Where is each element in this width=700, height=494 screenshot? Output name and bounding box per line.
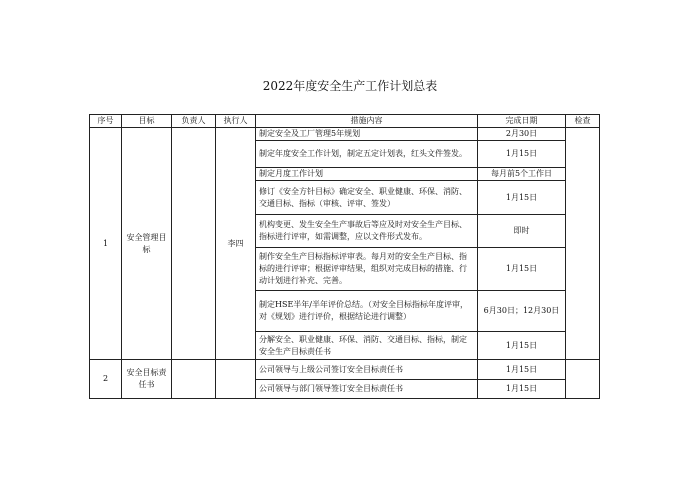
measure-cell: 公司领导与上级公司签订安全目标责任书 <box>256 360 478 380</box>
measure-cell: 分解安全、职业健康、环保、消防、交通目标、指标，制定安全生产目标责任书 <box>256 332 478 360</box>
measure-cell: 制定年度安全工作计划，制定五定计划表，红头文件签发。 <box>256 141 478 168</box>
date-cell: 2月30日 <box>478 128 566 141</box>
document-title: 2022年度安全生产工作计划总表 <box>262 79 438 93</box>
seq-cell: 2 <box>90 360 122 399</box>
header-measures: 措施内容 <box>256 115 478 128</box>
check-cell <box>566 128 600 360</box>
seq-cell: 1 <box>90 128 122 360</box>
executor-cell: 李四 <box>216 128 256 360</box>
date-cell: 每月前5个工作日 <box>478 168 566 181</box>
date-cell: 即时 <box>478 215 566 248</box>
measure-cell: 机构变更、发生安全生产事故后等应及时对安全生产目标、指标进行评审，如需调整，应以文件形式发布。 <box>256 215 478 248</box>
target-cell: 安全管理目标 <box>122 128 172 360</box>
header-seq: 序号 <box>90 115 122 128</box>
header-executor: 执行人 <box>216 115 256 128</box>
target-cell: 安全目标责任书 <box>122 360 172 399</box>
owner-cell <box>172 360 216 399</box>
executor-cell <box>216 360 256 399</box>
header-row <box>90 115 600 128</box>
table-row <box>90 360 600 380</box>
date-cell: 6月30日；12月30日 <box>478 291 566 332</box>
table-row <box>90 128 600 141</box>
date-cell: 1月15日 <box>478 141 566 168</box>
owner-cell <box>172 128 216 360</box>
date-cell: 1月15日 <box>478 360 566 380</box>
measure-cell: 制定月度工作计划 <box>256 168 478 181</box>
check-cell <box>566 360 600 399</box>
measure-cell: 制定HSE半年/半年评价总结。（对安全目标指标年度评审，对《规划》进行评价，根据结论进行调整） <box>256 291 478 332</box>
date-cell: 1月15日 <box>478 332 566 360</box>
plan-table <box>89 114 600 399</box>
header-date: 完成日期 <box>478 115 566 128</box>
date-cell: 1月15日 <box>478 248 566 291</box>
measure-cell: 制定安全及工厂管理5年规划 <box>256 128 478 141</box>
measure-cell: 制作安全生产目标指标评审表。每月对的安全生产目标、指标的进行评审；根据评审结果，组织对完成目标的措施、行动计划进行补充、完善。 <box>256 248 478 291</box>
date-cell: 1月15日 <box>478 380 566 399</box>
header-target: 目标 <box>122 115 172 128</box>
measure-cell: 修订《安全方针目标》确定安全、职业健康、环保、消防、交通目标、指标（审核、评审、签发） <box>256 181 478 215</box>
date-cell: 1月15日 <box>478 181 566 215</box>
measure-cell: 公司领导与部门领导签订安全目标责任书 <box>256 380 478 399</box>
header-check: 检查 <box>566 115 600 128</box>
header-owner: 负责人 <box>172 115 216 128</box>
